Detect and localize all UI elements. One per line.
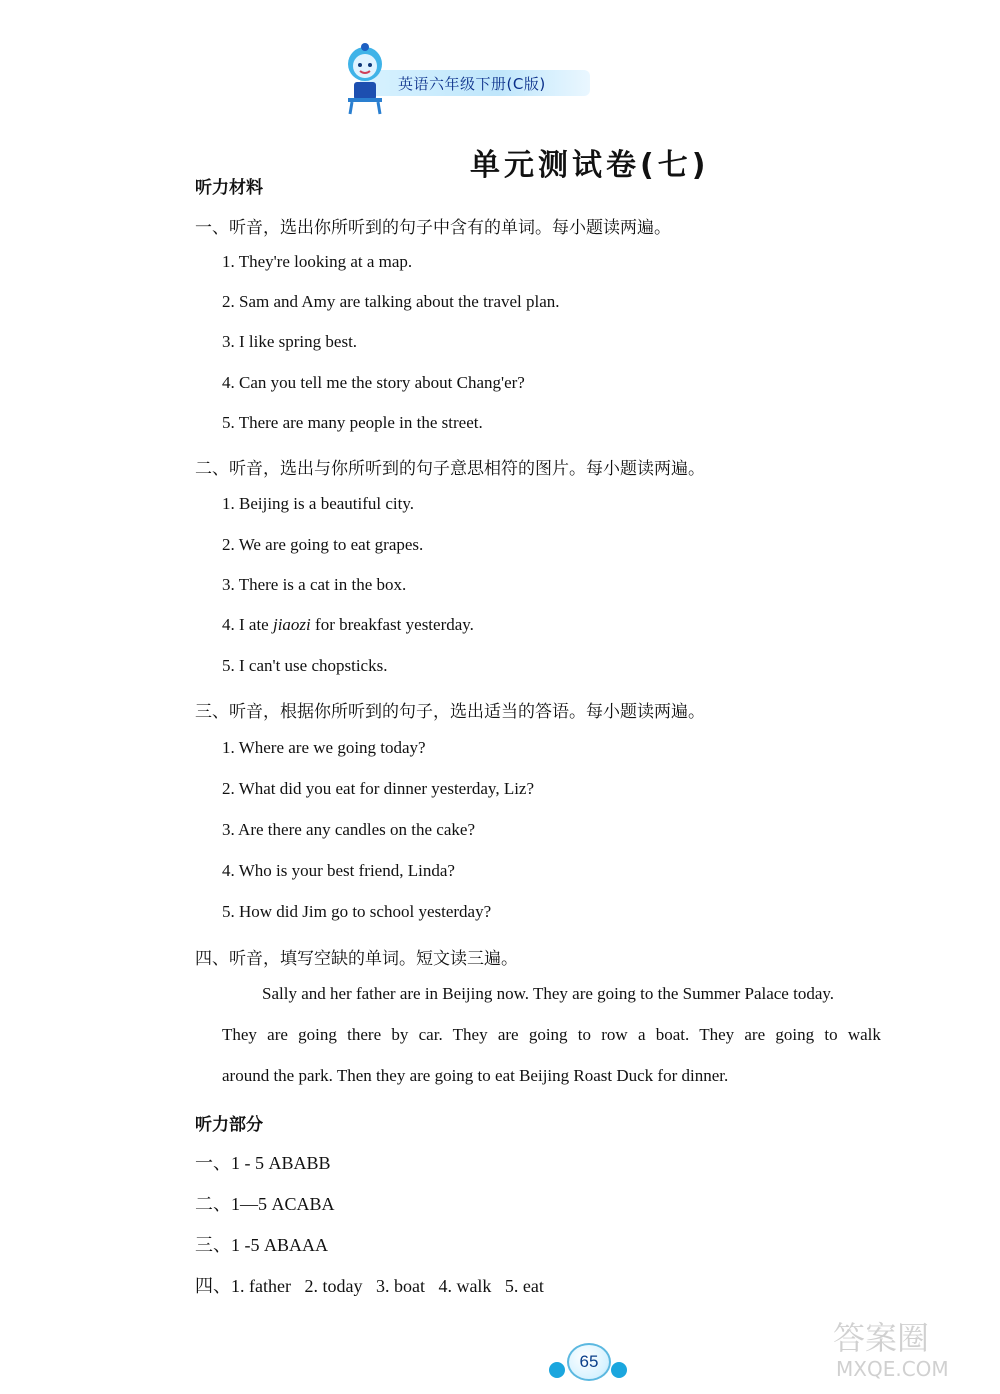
section-heading-listening-material: 听力材料 bbox=[195, 178, 263, 198]
watermark-line-1: 答案圈 bbox=[833, 1319, 930, 1357]
decor-dot-left bbox=[549, 1362, 565, 1378]
part-2-line-3: 3. There is a cat in the box. bbox=[222, 575, 407, 594]
part-1-instruction: 一、听音，选出你所听到的句子中含有的单词。每小题读两遍。 bbox=[195, 218, 671, 238]
answer-line-1: 一、1 - 5 ABABB bbox=[195, 1153, 331, 1173]
part-3-instruction: 三、听音，根据你所听到的句子，选出适当的答语。每小题读两遍。 bbox=[195, 702, 705, 722]
part-3-line-3: 3. Are there any candles on the cake? bbox=[222, 820, 475, 839]
part-3-line-1: 1. Where are we going today? bbox=[222, 738, 426, 757]
section-heading-listening-part: 听力部分 bbox=[195, 1115, 263, 1135]
part-2-line-4: 4. I ate jiaozi for breakfast yesterday. bbox=[222, 615, 474, 634]
part-3-line-2: 2. What did you eat for dinner yesterday, Liz? bbox=[222, 779, 535, 798]
answer-line-3: 三、1 -5 ABAAA bbox=[195, 1235, 328, 1255]
watermark-logo bbox=[828, 1314, 988, 1384]
girl-mascot-icon bbox=[330, 40, 400, 115]
italic-word-jiaozi: jiaozi bbox=[272, 615, 311, 634]
page-number-badge bbox=[545, 1340, 635, 1385]
part-2-line-5: 5. I can't use chopsticks. bbox=[222, 656, 388, 675]
part-1-line-4: 4. Can you tell me the story about Chang'er? bbox=[222, 373, 525, 392]
part-3-line-5: 5. How did Jim go to school yesterday? bbox=[222, 902, 492, 921]
answer-line-2: 二、1—5 ACABA bbox=[195, 1194, 335, 1214]
answer-line-4: 四、1. father 2. today 3. boat 4. walk 5. eat bbox=[195, 1276, 544, 1296]
part-2-instruction: 二、听音，选出与你所听到的句子意思相符的图片。每小题读两遍。 bbox=[195, 459, 705, 479]
part-1-line-2: 2. Sam and Amy are talking about the travel plan. bbox=[222, 292, 560, 311]
part-1-line-5: 5. There are many people in the street. bbox=[222, 413, 483, 432]
decor-dot-right bbox=[611, 1362, 627, 1378]
part-3-line-4: 4. Who is your best friend, Linda? bbox=[222, 861, 455, 880]
watermark-line-2: MXQE.COM bbox=[836, 1357, 949, 1381]
part-1-line-3: 3. I like spring best. bbox=[222, 332, 358, 351]
passage-line-2: They are going there by car. They are going to row a boat. They are going to walk bbox=[222, 1025, 881, 1044]
page-number: 65 bbox=[567, 1343, 611, 1381]
passage-line-1: Sally and her father are in Beijing now. They are going to the Summer Palace today. bbox=[262, 984, 835, 1003]
part-2-line-1: 1. Beijing is a beautiful city. bbox=[222, 494, 414, 513]
part-4-instruction: 四、听音，填写空缺的单词。短文读三遍。 bbox=[195, 949, 518, 969]
book-title: 英语六年级下册(C版) bbox=[398, 75, 546, 93]
book-header bbox=[330, 40, 590, 115]
page-title: 单元测试卷(七) bbox=[470, 148, 710, 183]
part-1-line-1: 1. They're looking at a map. bbox=[222, 252, 413, 271]
part-2-line-2: 2. We are going to eat grapes. bbox=[222, 535, 424, 554]
passage-line-3: around the park. Then they are going to eat Beijing Roast Duck for dinner. bbox=[222, 1066, 729, 1085]
